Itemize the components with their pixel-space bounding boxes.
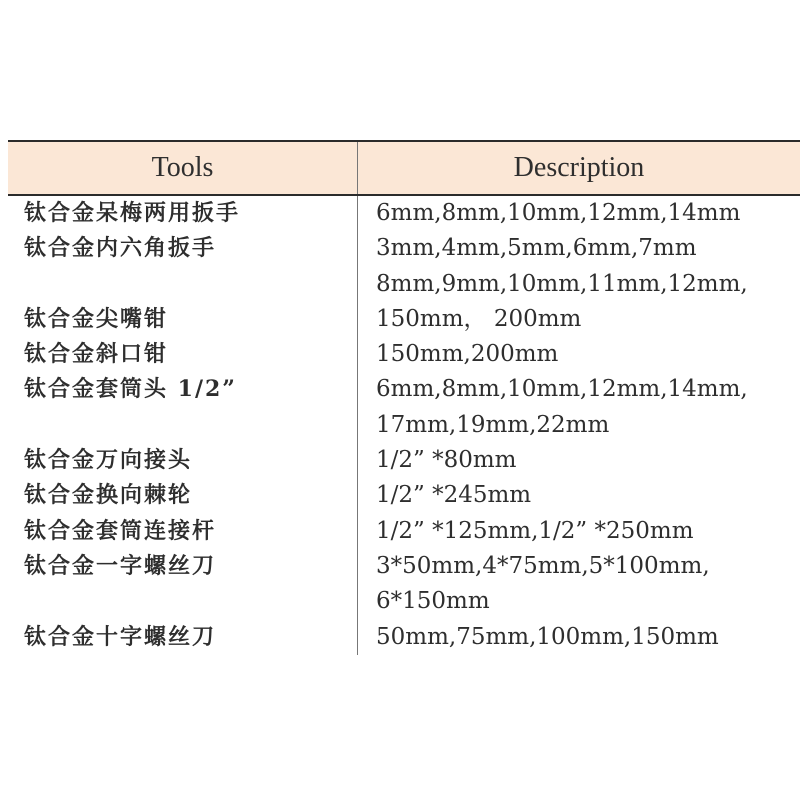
description-cell — [357, 514, 800, 549]
table-row — [8, 196, 800, 231]
description-line: 1/2” *80mm — [376, 447, 517, 474]
description-line: 50mm,75mm,100mm,150mm — [376, 623, 719, 650]
table-row — [8, 302, 800, 337]
description-line: 17mm,19mm,22mm — [376, 411, 610, 438]
table-row — [8, 372, 800, 443]
header-tools: Tools — [151, 152, 214, 183]
tool-name-cell: 钛合金斜口钳 — [24, 341, 169, 368]
tool-name-cell: 钛合金套筒连接杆 — [24, 517, 217, 544]
table-row — [8, 443, 800, 478]
description-line: 1/2” *245mm — [376, 482, 532, 509]
table-body — [8, 196, 800, 655]
description-cell — [357, 443, 800, 478]
description-cell — [357, 478, 800, 513]
tool-name-cell: 钛合金套筒头 1/2” — [24, 376, 237, 403]
description-line: 6mm,8mm,10mm,12mm,14mm — [376, 200, 741, 226]
header-description: Description — [357, 142, 800, 194]
description-cell — [357, 372, 800, 443]
description-cell — [357, 620, 800, 655]
description-line: 3*50mm,4*75mm,5*100mm, — [376, 552, 710, 579]
description-line: 1/2” *125mm,1/2” *250mm — [376, 517, 694, 544]
description-line: 3mm,4mm,5mm,6mm,7mm — [376, 235, 697, 262]
table-row — [8, 514, 800, 549]
table-row — [8, 620, 800, 655]
description-line: 150mm,200mm — [376, 341, 559, 368]
table-row — [8, 231, 800, 302]
table-row — [8, 549, 800, 620]
tool-name-cell: 钛合金呆梅两用扳手 — [24, 200, 241, 226]
tools-table — [8, 140, 800, 655]
tool-name-cell: 钛合金十字螺丝刀 — [24, 623, 217, 650]
table-header — [8, 140, 800, 196]
description-line: 6mm,8mm,10mm,12mm,14mm, — [376, 376, 748, 403]
tool-name-cell: 钛合金内六角扳手 — [24, 235, 217, 262]
description-line: 150mm， 200mm — [376, 305, 582, 332]
description-cell — [357, 337, 800, 372]
tool-name-cell: 钛合金换向棘轮 — [24, 482, 193, 509]
tool-name-cell: 钛合金万向接头 — [24, 447, 193, 474]
table-row — [8, 478, 800, 513]
description-cell — [357, 302, 800, 337]
description-cell — [357, 549, 800, 620]
description-line: 6*150mm — [376, 588, 490, 615]
tool-name-cell: 钛合金尖嘴钳 — [24, 305, 169, 332]
table-row — [8, 337, 800, 372]
description-line: 8mm,9mm,10mm,11mm,12mm, — [376, 270, 748, 297]
tool-name-cell: 钛合金一字螺丝刀 — [24, 552, 217, 579]
description-cell — [357, 231, 800, 302]
description-cell — [357, 196, 800, 231]
